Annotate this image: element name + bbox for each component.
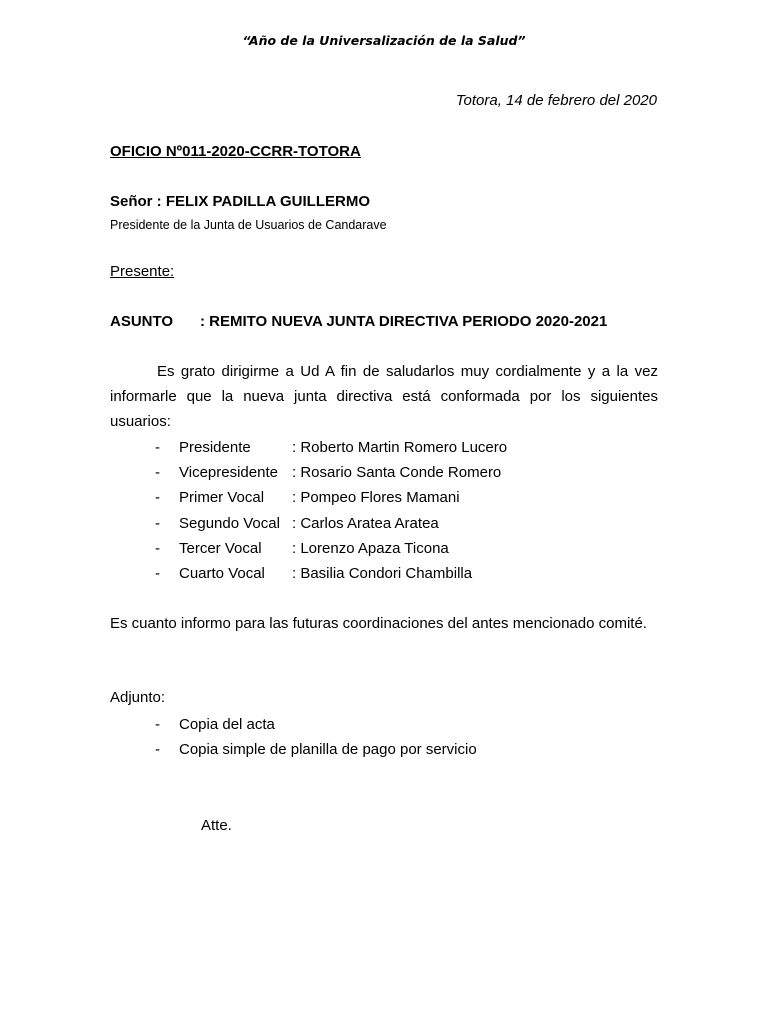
member-role: Tercer Vocal: [179, 539, 262, 557]
attachments-list: [155, 712, 477, 762]
member-role: Primer Vocal: [179, 489, 265, 507]
member-name: : Roberto Martin Romero Lucero: [292, 439, 508, 456]
place-date: Totora, 14 de febrero del 2020: [455, 92, 657, 109]
subject-text: : REMITO NUEVA JUNTA DIRECTIVA PERIODO 2020-2021: [200, 313, 608, 330]
member-name: : Carlos Aratea Aratea: [292, 514, 439, 532]
list-item: [155, 435, 507, 460]
list-item: [155, 460, 507, 485]
member-role: Presidente: [179, 439, 251, 456]
attachment-text: Copia del acta: [179, 716, 275, 733]
attachments-label: Adjunto:: [110, 689, 166, 706]
body-paragraph: Es grato dirigirme a Ud A fin de saludarlos muy cordialmente y a la vez informarle que la nueva junta directiva está conformada por los siguientes usuarios:: [110, 363, 658, 431]
list-item: [155, 511, 507, 536]
list-item: [155, 737, 477, 762]
recipient-name: Señor : FELIX PADILLA GUILLERMO: [110, 193, 370, 210]
list-dash: -: [155, 439, 160, 456]
sign-off: Atte.: [201, 817, 232, 834]
list-dash: -: [155, 539, 160, 557]
oficio-number: OFICIO Nº011-2020-CCRR-TOTORA: [110, 143, 361, 160]
subject-line: [110, 313, 607, 330]
member-name: : Lorenzo Apaza Ticona: [292, 539, 449, 557]
member-role: Segundo Vocal: [179, 514, 280, 532]
member-name: : Basilia Condori Chambilla: [292, 565, 473, 583]
list-item: [155, 536, 507, 561]
member-role: Cuarto Vocal: [179, 565, 265, 583]
closing-paragraph: Es cuanto informo para las futuras coordinaciones del antes mencionado comité.: [110, 615, 647, 632]
list-dash: -: [155, 514, 160, 532]
list-dash: -: [155, 716, 160, 733]
list-dash: -: [155, 741, 160, 759]
list-dash: -: [155, 565, 160, 583]
member-name: : Pompeo Flores Mamani: [292, 489, 460, 507]
list-item: [155, 712, 477, 737]
presente-label: Presente:: [110, 263, 175, 280]
list-item: [155, 561, 507, 586]
member-name: : Rosario Santa Conde Romero: [292, 464, 502, 482]
list-item: [155, 485, 507, 510]
subject-label: ASUNTO: [110, 313, 174, 330]
board-members-list: [155, 435, 507, 586]
recipient-position: Presidente de la Junta de Usuarios de Candarave: [110, 218, 387, 232]
letter-motto: “Año de la Universalización de la Salud”: [242, 33, 526, 48]
member-role: Vicepresidente: [179, 464, 278, 482]
list-dash: -: [155, 489, 160, 507]
list-dash: -: [155, 464, 160, 482]
attachment-text: Copia simple de planilla de pago por servicio: [179, 741, 477, 759]
